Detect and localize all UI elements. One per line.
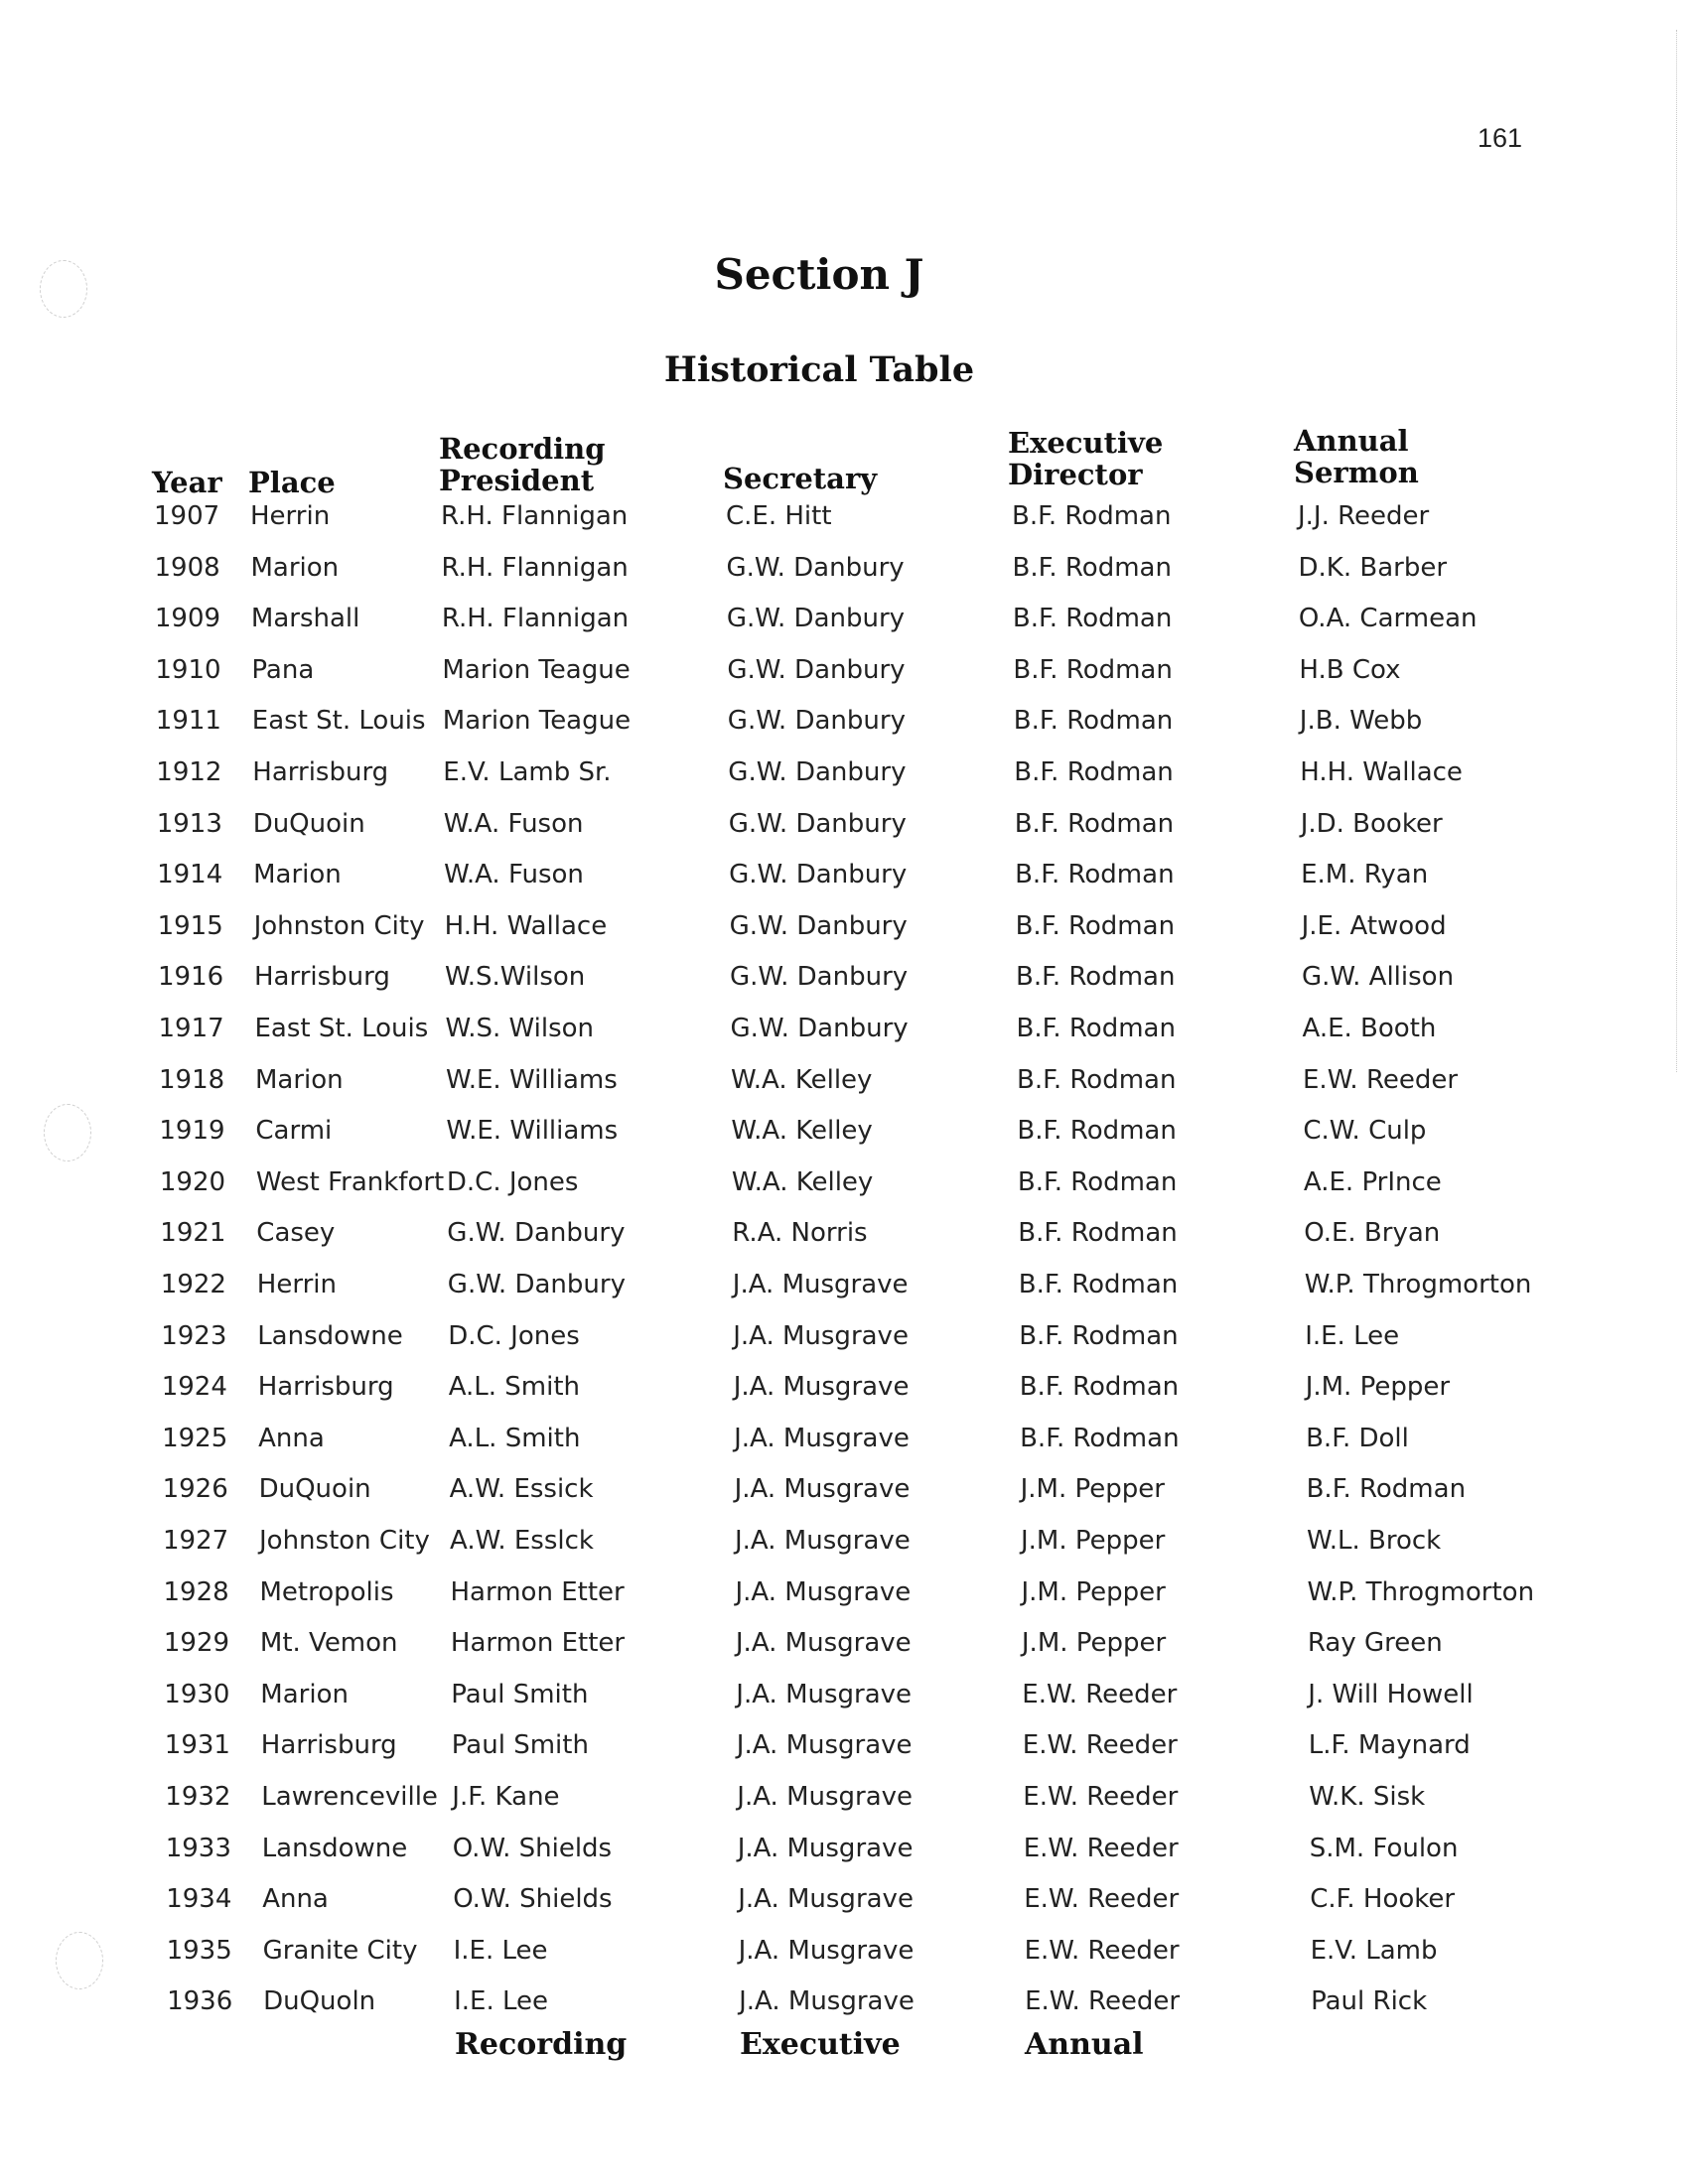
secretary-cell: R.A. Norris: [732, 1218, 868, 1249]
table-row: [0, 1933, 1692, 1980]
table-row: [0, 857, 1692, 904]
secretary-cell: W.A. Kelley: [731, 1116, 873, 1147]
secretary-cell: G.W. Danbury: [730, 962, 909, 993]
secretary-cell: W.A. Kelley: [731, 1064, 873, 1095]
director-cell: B.F. Rodman: [1012, 604, 1173, 634]
secretary-cell: J.A. Musgrave: [734, 1474, 911, 1505]
place-cell: Marion: [255, 1064, 344, 1095]
president-cell: H.H. Wallace: [444, 910, 608, 941]
table-row: [0, 1983, 1692, 2031]
year-cell: 1923: [161, 1320, 227, 1351]
sermon-cell: S.M. Foulon: [1309, 1833, 1459, 1863]
place-cell: Mt. Vemon: [259, 1628, 398, 1659]
place-cell: Herrin: [256, 1270, 337, 1299]
place-cell: Pana: [251, 654, 315, 685]
year-cell: 1924: [161, 1372, 227, 1403]
secretary-cell: G.W. Danbury: [726, 604, 906, 634]
secretary-cell: J.A. Musgrave: [737, 1782, 914, 1812]
place-cell: East St. Louis: [254, 1014, 429, 1043]
year-cell: 1925: [162, 1423, 228, 1453]
secretary-cell: J.A. Musgrave: [733, 1372, 910, 1403]
sermon-cell: J.J. Reeder: [1298, 501, 1430, 531]
director-cell: B.F. Rodman: [1018, 1218, 1178, 1249]
director-cell: J.M. Pepper: [1021, 1576, 1166, 1607]
president-cell: D.C. Jones: [446, 1166, 579, 1197]
place-cell: Marion: [253, 860, 342, 890]
sermon-cell: G.W. Allison: [1302, 962, 1455, 993]
year-cell: 1911: [155, 706, 221, 737]
place-cell: Marion: [250, 552, 340, 583]
sermon-cell: E.V. Lamb: [1310, 1935, 1438, 1966]
table-row: [0, 550, 1692, 598]
place-cell: DuQuoin: [252, 808, 365, 839]
year-cell: 1931: [164, 1730, 230, 1761]
president-cell: W.A. Fuson: [443, 808, 584, 839]
sermon-cell: O.E. Bryan: [1304, 1218, 1441, 1249]
year-cell: 1919: [159, 1116, 225, 1147]
table-row: [0, 652, 1692, 700]
year-cell: 1936: [167, 1986, 233, 2017]
year-cell: 1934: [166, 1884, 232, 1915]
place-cell: Marshall: [250, 604, 360, 634]
director-cell: B.F. Rodman: [1019, 1320, 1179, 1351]
footer-recording: Recording: [455, 2027, 628, 2062]
president-cell: I.E. Lee: [453, 1935, 548, 1966]
table-row: [0, 601, 1692, 648]
president-cell: Paul Smith: [451, 1730, 589, 1761]
director-cell: B.F. Rodman: [1017, 1064, 1177, 1095]
secretary-cell: G.W. Danbury: [729, 910, 908, 941]
sermon-cell: J.D. Booker: [1300, 808, 1443, 839]
secretary-cell: G.W. Danbury: [728, 808, 907, 839]
president-cell: A.W. Essick: [449, 1474, 594, 1505]
director-cell: J.M. Pepper: [1021, 1628, 1167, 1659]
table-row: [0, 1471, 1692, 1519]
table-row: [0, 1625, 1692, 1673]
president-cell: A.L. Smith: [449, 1423, 581, 1453]
place-cell: Marion: [260, 1679, 349, 1709]
place-cell: Metropolis: [259, 1576, 394, 1607]
director-cell: E.W. Reeder: [1024, 1935, 1180, 1966]
sermon-cell: J.M. Pepper: [1305, 1372, 1451, 1403]
table-row: [0, 754, 1692, 802]
sermon-cell: I.E. Lee: [1305, 1320, 1400, 1351]
footer-executive: Executive: [740, 2027, 901, 2062]
header-secretary: Secretary: [723, 462, 878, 495]
year-cell: 1922: [160, 1270, 226, 1299]
sermon-cell: J.E. Atwood: [1301, 910, 1447, 941]
year-cell: 1932: [165, 1782, 231, 1812]
sermon-cell: O.A. Carmean: [1298, 604, 1478, 634]
table-row: [0, 1779, 1692, 1827]
place-cell: Carmi: [255, 1116, 333, 1147]
section-title: Section J: [714, 250, 924, 299]
director-cell: B.F. Rodman: [1020, 1423, 1180, 1453]
year-cell: 1908: [154, 552, 220, 583]
director-cell: B.F. Rodman: [1014, 808, 1175, 839]
place-cell: Harrisburg: [252, 757, 389, 787]
president-cell: R.H. Flannigan: [441, 604, 630, 634]
sermon-cell: W.K. Sisk: [1309, 1782, 1426, 1812]
secretary-cell: G.W. Danbury: [729, 860, 908, 890]
president-cell: J.F. Kane: [452, 1782, 560, 1812]
year-cell: 1912: [156, 757, 222, 787]
table-row: [0, 498, 1692, 546]
director-cell: B.F. Rodman: [1013, 654, 1173, 685]
place-cell: Harrisburg: [260, 1730, 397, 1761]
director-cell: B.F. Rodman: [1016, 1014, 1176, 1043]
secretary-cell: G.W. Danbury: [728, 757, 907, 787]
secretary-cell: J.A. Musgrave: [735, 1526, 911, 1556]
secretary-cell: J.A. Musgrave: [736, 1679, 913, 1709]
year-cell: 1927: [163, 1526, 229, 1556]
director-cell: B.F. Rodman: [1012, 501, 1172, 531]
president-cell: Harmon Etter: [450, 1628, 626, 1659]
president-cell: W.E. Williams: [446, 1116, 619, 1147]
place-cell: Casey: [256, 1218, 336, 1249]
table-row: [0, 1574, 1692, 1622]
director-cell: E.W. Reeder: [1023, 1833, 1179, 1863]
president-cell: Harmon Etter: [450, 1576, 625, 1607]
director-cell: B.F. Rodman: [1019, 1372, 1180, 1403]
president-cell: W.E. Williams: [446, 1064, 618, 1095]
place-cell: Anna: [258, 1423, 325, 1453]
place-cell: Lansdowne: [261, 1833, 408, 1863]
year-cell: 1920: [159, 1166, 226, 1197]
year-cell: 1933: [165, 1833, 231, 1863]
president-cell: R.H. Flannigan: [441, 501, 629, 531]
table-row: [0, 1831, 1692, 1878]
sermon-cell: J.B. Webb: [1299, 706, 1423, 737]
secretary-cell: J.A. Musgrave: [736, 1730, 913, 1761]
director-cell: B.F. Rodman: [1017, 1166, 1178, 1197]
director-cell: B.F. Rodman: [1014, 757, 1174, 787]
year-cell: 1921: [160, 1218, 226, 1249]
place-cell: Herrin: [250, 501, 331, 531]
sermon-cell: E.M. Ryan: [1301, 860, 1429, 890]
sermon-cell: Paul Rick: [1311, 1986, 1428, 2017]
sermon-cell: A.E. PrInce: [1303, 1166, 1442, 1197]
secretary-cell: W.A. Kelley: [731, 1166, 874, 1197]
secretary-cell: J.A. Musgrave: [733, 1320, 909, 1351]
director-cell: E.W. Reeder: [1025, 1986, 1181, 2017]
director-cell: B.F. Rodman: [1016, 962, 1176, 993]
table-row: [0, 1062, 1692, 1110]
secretary-cell: G.W. Danbury: [730, 1014, 909, 1043]
secretary-cell: C.E. Hitt: [726, 501, 832, 531]
president-cell: R.H. Flannigan: [441, 552, 629, 583]
sermon-cell: H.B Cox: [1299, 654, 1401, 685]
place-cell: Anna: [262, 1884, 329, 1915]
header-year: Year: [152, 466, 222, 499]
place-cell: Granite City: [262, 1935, 418, 1966]
sermon-cell: E.W. Reeder: [1303, 1064, 1459, 1095]
header-place: Place: [248, 466, 336, 499]
place-cell: DuQuoln: [263, 1986, 376, 2017]
secretary-cell: G.W. Danbury: [727, 706, 906, 737]
secretary-cell: J.A. Musgrave: [738, 1935, 915, 1966]
sermon-cell: W.P. Throgmorton: [1304, 1270, 1532, 1299]
table-row: [0, 1164, 1692, 1212]
place-cell: Harrisburg: [254, 962, 390, 993]
table-row: [0, 1011, 1692, 1058]
secretary-cell: J.A. Musgrave: [734, 1423, 910, 1453]
year-cell: 1909: [154, 604, 221, 634]
place-cell: Johnston City: [253, 910, 425, 941]
sermon-cell: B.F. Rodman: [1306, 1474, 1467, 1505]
director-cell: E.W. Reeder: [1024, 1884, 1180, 1915]
table-row: [0, 1215, 1692, 1263]
year-cell: 1913: [156, 808, 222, 839]
table-row: [0, 1727, 1692, 1775]
president-cell: O.W. Shields: [453, 1884, 613, 1915]
director-cell: E.W. Reeder: [1022, 1730, 1178, 1761]
year-cell: 1930: [164, 1679, 230, 1709]
place-cell: Harrisburg: [257, 1372, 394, 1403]
sermon-cell: L.F. Maynard: [1308, 1730, 1471, 1761]
sermon-cell: W.L. Brock: [1307, 1526, 1442, 1556]
place-cell: Lawrenceville: [261, 1782, 438, 1812]
table-row: [0, 1421, 1692, 1468]
year-cell: 1914: [157, 860, 223, 890]
place-cell: Lansdowne: [257, 1320, 403, 1351]
year-cell: 1918: [159, 1064, 225, 1095]
sermon-cell: B.F. Doll: [1306, 1423, 1409, 1453]
table-row: [0, 908, 1692, 956]
secretary-cell: J.A. Musgrave: [735, 1628, 912, 1659]
sermon-cell: J. Will Howell: [1308, 1679, 1474, 1709]
table-row: [0, 806, 1692, 854]
director-cell: E.W. Reeder: [1022, 1679, 1178, 1709]
president-cell: A.W. Esslck: [450, 1526, 594, 1556]
place-cell: East St. Louis: [251, 706, 426, 737]
director-cell: B.F. Rodman: [1013, 706, 1174, 737]
table-row: [0, 1523, 1692, 1570]
director-cell: E.W. Reeder: [1023, 1782, 1179, 1812]
sermon-cell: D.K. Barber: [1298, 552, 1448, 583]
year-cell: 1935: [166, 1935, 232, 1966]
header-recording-president: Recording President: [439, 432, 606, 497]
president-cell: W.S.Wilson: [445, 962, 586, 993]
director-cell: B.F. Rodman: [1015, 910, 1176, 941]
table-row: [0, 1113, 1692, 1160]
secretary-cell: G.W. Danbury: [726, 552, 905, 583]
president-cell: D.C. Jones: [448, 1320, 580, 1351]
secretary-cell: G.W. Danbury: [727, 654, 906, 685]
table-row: [0, 1318, 1692, 1366]
header-executive-director: Executive Director: [1008, 426, 1164, 491]
president-cell: G.W. Danbury: [447, 1218, 626, 1249]
director-cell: B.F. Rodman: [1015, 860, 1175, 890]
president-cell: G.W. Danbury: [447, 1270, 626, 1299]
year-cell: 1928: [163, 1576, 229, 1607]
footer-annual: Annual: [1025, 2027, 1144, 2062]
sermon-cell: Ray Green: [1307, 1628, 1443, 1659]
year-cell: 1917: [158, 1014, 224, 1043]
president-cell: O.W. Shields: [452, 1833, 613, 1863]
director-cell: J.M. Pepper: [1020, 1474, 1165, 1505]
year-cell: 1929: [163, 1628, 230, 1659]
table-row: [0, 1677, 1692, 1724]
secretary-cell: J.A. Musgrave: [739, 1986, 915, 2017]
director-cell: B.F. Rodman: [1012, 552, 1172, 583]
secretary-cell: J.A. Musgrave: [737, 1833, 914, 1863]
sermon-cell: A.E. Booth: [1302, 1014, 1437, 1043]
table-row: [0, 1369, 1692, 1417]
secretary-cell: J.A. Musgrave: [735, 1576, 912, 1607]
sermon-cell: H.H. Wallace: [1300, 757, 1463, 787]
president-cell: W.S. Wilson: [445, 1014, 595, 1043]
secretary-cell: J.A. Musgrave: [732, 1270, 909, 1299]
table-row: [0, 959, 1692, 1007]
table-title: Historical Table: [663, 349, 975, 390]
place-cell: DuQuoin: [258, 1474, 371, 1505]
page-number: 161: [1478, 123, 1523, 153]
president-cell: Marion Teague: [442, 654, 631, 685]
table-row: [0, 1267, 1692, 1314]
president-cell: A.L. Smith: [448, 1372, 581, 1403]
place-cell: Johnston City: [259, 1526, 430, 1556]
year-cell: 1926: [162, 1474, 228, 1505]
sermon-cell: C.W. Culp: [1303, 1116, 1427, 1147]
header-annual-sermon: Annual Sermon: [1294, 424, 1419, 489]
table-row: [0, 703, 1692, 751]
director-cell: B.F. Rodman: [1017, 1116, 1177, 1147]
president-cell: E.V. Lamb Sr.: [443, 757, 612, 787]
table-row: [0, 1881, 1692, 1929]
year-cell: 1907: [154, 501, 220, 531]
year-cell: 1910: [155, 654, 221, 685]
sermon-cell: C.F. Hooker: [1310, 1884, 1456, 1915]
president-cell: I.E. Lee: [454, 1986, 549, 2017]
year-cell: 1916: [158, 962, 224, 993]
director-cell: B.F. Rodman: [1018, 1270, 1179, 1299]
president-cell: W.A. Fuson: [444, 860, 584, 890]
president-cell: Marion Teague: [442, 706, 632, 737]
place-cell: West Frankfort: [255, 1166, 445, 1197]
year-cell: 1915: [157, 910, 223, 941]
director-cell: J.M. Pepper: [1021, 1526, 1166, 1556]
secretary-cell: J.A. Musgrave: [738, 1884, 914, 1915]
sermon-cell: W.P. Throgmorton: [1307, 1576, 1535, 1607]
president-cell: Paul Smith: [451, 1679, 589, 1709]
